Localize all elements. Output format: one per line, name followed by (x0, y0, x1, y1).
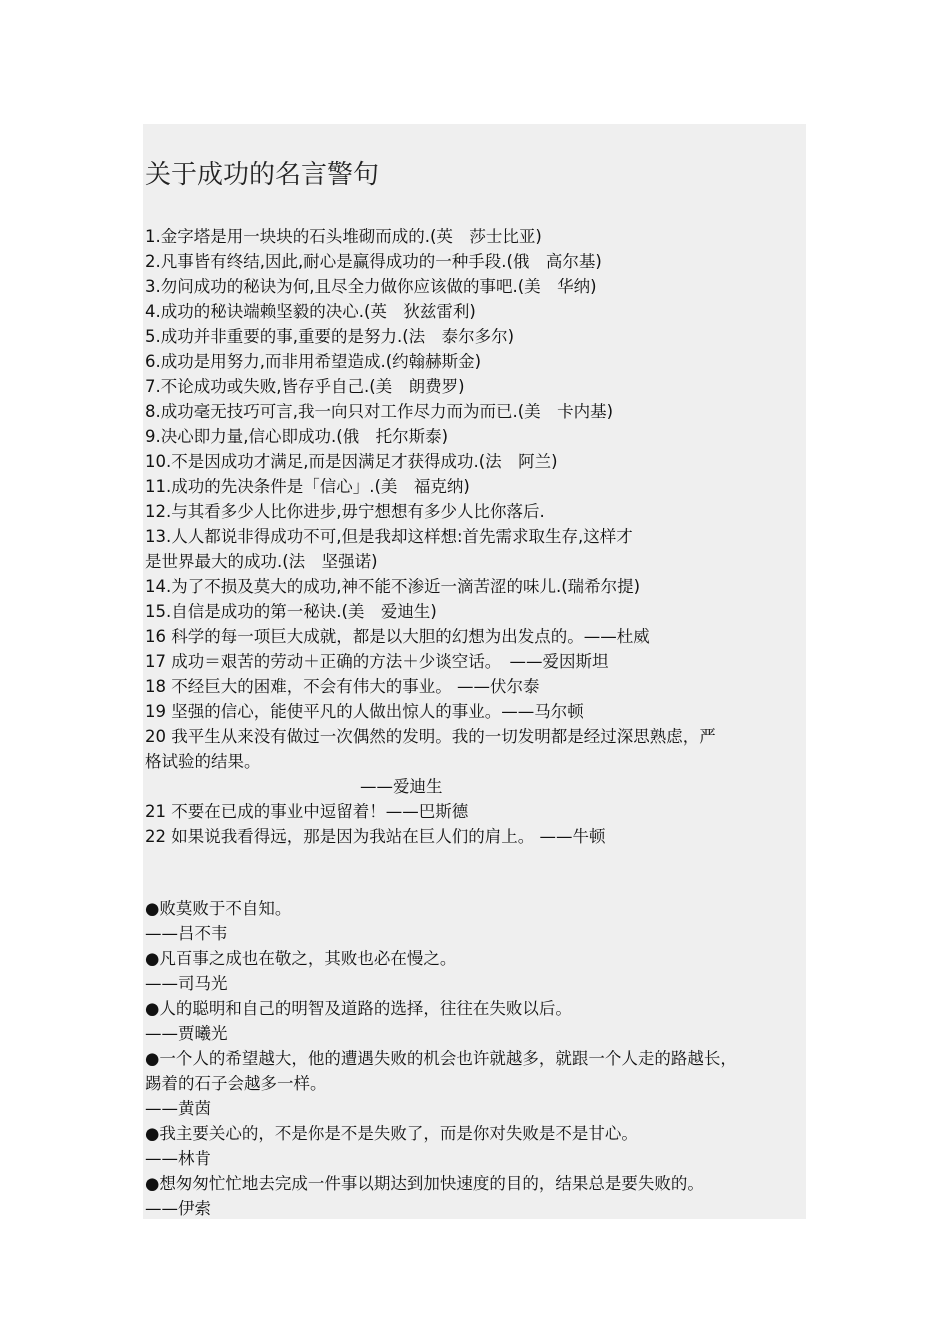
quote-line: 14.为了不损及莫大的成功,神不能不渗近一滴苦涩的味儿.(瑞希尔提) (145, 577, 641, 596)
quote-line: 5.成功并非重要的事,重要的是努力.(法 泰尔多尔) (145, 327, 515, 346)
sayings-list (145, 896, 737, 1221)
saying-author: ——林肯 (145, 1149, 211, 1168)
saying-line: ●我主要关心的，不是你是不是失败了，而是你对失败是不是甘心。 (145, 1124, 638, 1143)
quote-line: 1.金字塔是用一块块的石头堆砌而成的.(英 莎士比亚) (145, 227, 542, 246)
quote-line: 11.成功的先决条件是「信心」.(美 福克纳) (145, 477, 470, 496)
saying-line: ●人的聪明和自己的明智及道路的选择，往往在失败以后。 (145, 999, 572, 1018)
saying-line: ●凡百事之成也在敬之，其败也必在慢之。 (145, 949, 457, 968)
saying-author: ——司马光 (145, 974, 228, 993)
quote-author: ——爱迪生 (360, 777, 443, 796)
quote-line: 18 不经巨大的困难，不会有伟大的事业。 ——伏尔泰 (145, 677, 540, 696)
saying-author: ——黄茵 (145, 1099, 211, 1118)
saying-author: ——贾曦光 (145, 1024, 228, 1043)
quote-line: 是世界最大的成功.(法 坚强诺) (145, 552, 378, 571)
quote-line: 15.自信是成功的第一秘诀.(美 爱迪生) (145, 602, 437, 621)
quote-line: 19 坚强的信心，能使平凡的人做出惊人的事业。——马尔顿 (145, 702, 584, 721)
quote-line: 4.成功的秘诀端赖坚毅的决心.(英 狄兹雷利) (145, 302, 476, 321)
saying-line: ●想匆匆忙忙地去完成一件事以期达到加快速度的目的，结果总是要失败的。 (145, 1174, 704, 1193)
quote-line: 8.成功毫无技巧可言,我一向只对工作尽力而为而已.(美 卡内基) (145, 402, 614, 421)
quote-line: 16 科学的每一项巨大成就，都是以大胆的幻想为出发点的。——杜威 (145, 627, 650, 646)
saying-author: ——伊索 (145, 1199, 211, 1218)
quote-line: 10.不是因成功才满足,而是因满足才获得成功.(法 阿兰) (145, 452, 558, 471)
quote-line: 12.与其看多少人比你进步,毋宁想想有多少人比你落后. (145, 502, 545, 521)
quote-line: 6.成功是用努力,而非用希望造成.(约翰赫斯金) (145, 352, 482, 371)
quote-line: 13.人人都说非得成功不可,但是我却这样想:首先需求取生存,这样才 (145, 527, 633, 546)
saying-line: ●败莫败于不自知。 (145, 899, 292, 918)
saying-author: ——吕不韦 (145, 924, 228, 943)
quote-line: 21 不要在已成的事业中逗留着！——巴斯德 (145, 802, 469, 821)
quote-line: 17 成功＝艰苦的劳动＋正确的方法＋少谈空话。 ——爱因斯坦 (145, 652, 609, 671)
page-title: 关于成功的名言警句 (145, 160, 380, 190)
quote-line: 7.不论成功或失败,皆存乎自己.(美 朗费罗) (145, 377, 465, 396)
quote-line: 3.勿问成功的秘诀为何,且尽全力做你应该做的事吧.(美 华纳) (145, 277, 597, 296)
saying-line: 踢着的石子会越多一样。 (145, 1074, 327, 1093)
quote-line: 2.凡事皆有终结,因此,耐心是赢得成功的一种手段.(俄 高尔基) (145, 252, 602, 271)
quote-line: 20 我平生从来没有做过一次偶然的发明。我的一切发明都是经过深思熟虑，严 (145, 727, 716, 746)
quote-list (145, 224, 716, 849)
quote-line: 9.决心即力量,信心即成功.(俄 托尔斯泰) (145, 427, 449, 446)
saying-line: ●一个人的希望越大，他的遭遇失败的机会也许就越多，就跟一个人走的路越长， (145, 1049, 737, 1068)
quote-line: 22 如果说我看得远，那是因为我站在巨人们的肩上。 ——牛顿 (145, 827, 606, 846)
quote-line: 格试验的结果。 (145, 752, 261, 771)
